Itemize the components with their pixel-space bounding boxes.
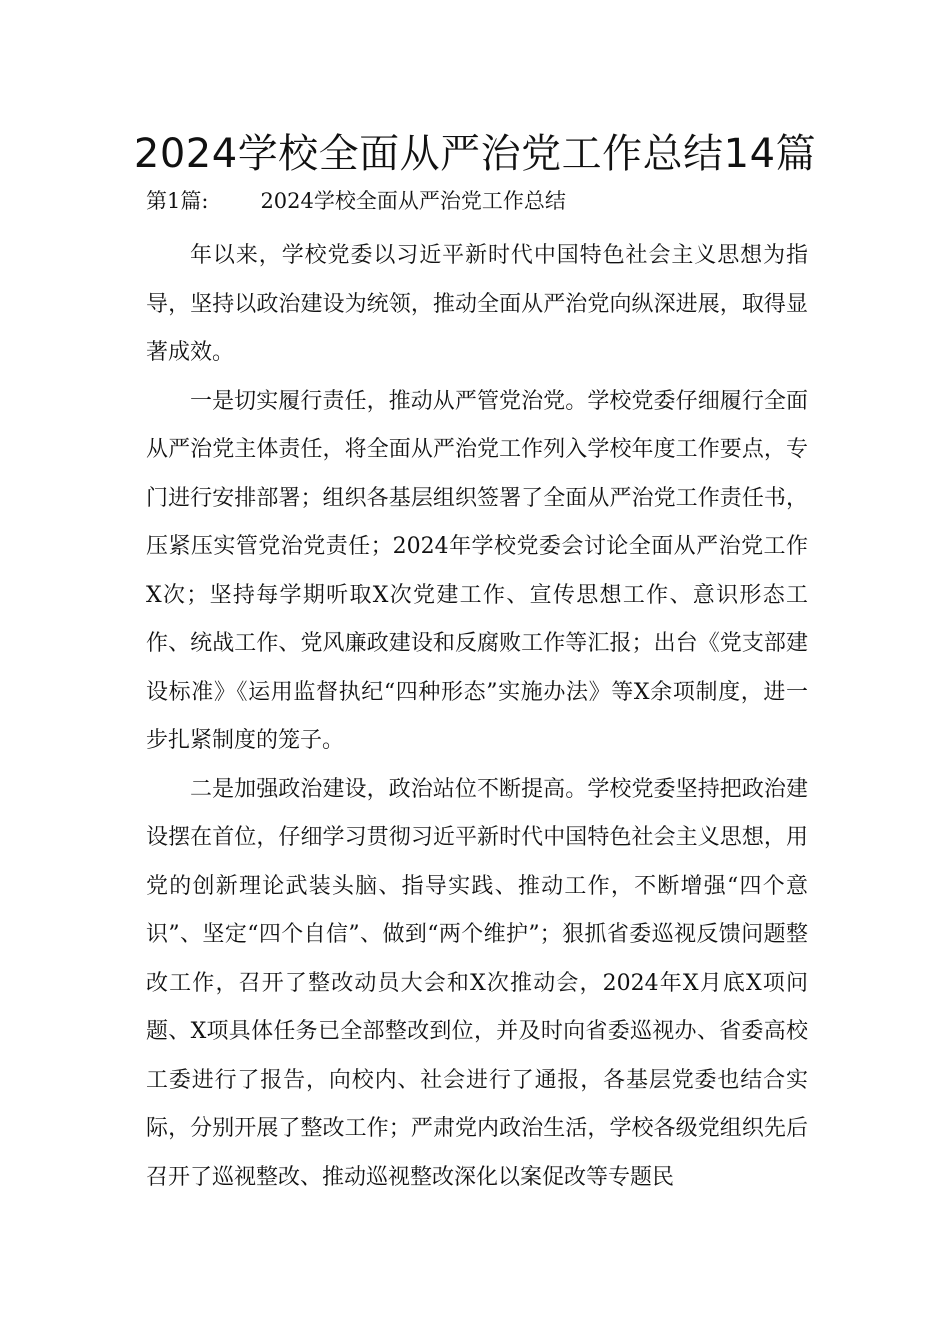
section-title: 2024学校全面从严治党工作总结: [260, 189, 566, 213]
paragraph-intro: 年以来，学校党委以习近平新时代中国特色社会主义思想为指导，坚持以政治建设为统领，推动全面从严治党向纵深进展，取得显著成效。: [146, 243, 808, 365]
paragraph-responsibility: 一是切实履行责任，推动从严管党治党。学校党委仔细履行全面从严治党主体责任，将全面从严治党工作列入学校年度工作要点，专门进行安排部署；组织各基层组织签署了全面从严治党工作责任书，压紧压实管党治党责任；2024年学校党委会讨论全面从严治党工作X次；坚持每学期听取X次党建工作、宣传思想工作、意识形态工作、统战工作、党风廉政建设和反腐败工作等汇报；出台《党支部建设标准》《运用监督执纪“四种形态”实施办法》等X余项制度，进一步扎紧制度的笼子。: [146, 388, 808, 753]
document-title: 2024学校全面从严治党工作总结14篇: [133, 131, 817, 177]
section-label: 第1篇:: [146, 189, 209, 213]
paragraph-political-building: 二是加强政治建设，政治站位不断提高。学校党委坚持把政治建设摆在首位，仔细学习贯彻习近平新时代中国特色社会主义思想，用党的创新理论武装头脑、指导实践、推动工作，不断增强“四个意识”、坚定“四个自信”、做到“两个维护”；狠抓省委巡视反馈问题整改工作，召开了整改动员大会和X次推动会，2024年X月底X项问题、X项具体任务已全部整改到位，并及时向省委巡视办、省委高校工委进行了报告，向校内、社会进行了通报，各基层党委也结合实际，分别开展了整改工作；严肃党内政治生活，学校各级党组织先后召开了巡视整改、推动巡视整改深化以案促改等专题民: [146, 776, 808, 1190]
document-body: [146, 232, 808, 1202]
section-heading: [146, 186, 566, 216]
